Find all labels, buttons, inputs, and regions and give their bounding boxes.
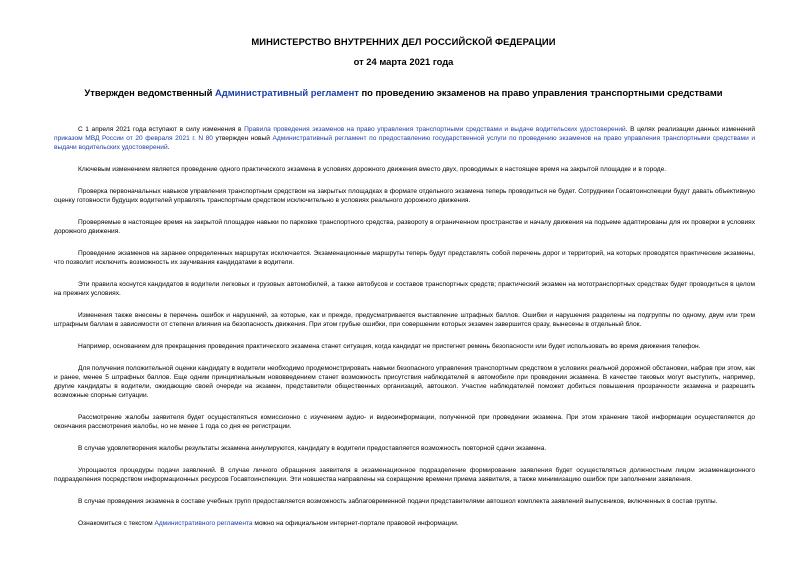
paragraph-14 bbox=[54, 519, 755, 528]
paragraph-1-text-b: . В целях реализации данных изменений bbox=[625, 126, 756, 133]
paragraph-4: Проверяемые в настоящее время на закрытой площадке навыки по парковке транспортного средства, развороту в ограниченном пространстве и началу движения на подъеме адаптированы для их проверки в условиях дорожного движения. bbox=[54, 219, 755, 236]
paragraph-3: Проверка первоначальных навыков управления транспортным средством на закрытых площадках в формате отдельного экзамена теперь проводиться не будет. Сотрудники Госавтоинспекции будут давать объективную оценку готовности будущих водителей управлять транспортным средством исключительно в условиях реального дорожного движения. bbox=[54, 188, 755, 205]
document-date: от 24 марта 2021 года bbox=[353, 56, 454, 67]
org-title: МИНИСТЕРСТВО ВНУТРЕННИХ ДЕЛ РОССИЙСКОЙ ФЕДЕРАЦИИ bbox=[251, 36, 556, 47]
headline-pre: Утвержден ведомственный bbox=[84, 87, 215, 98]
paragraph-1-text-a: С 1 апреля 2021 года вступают в силу изменения в bbox=[78, 126, 245, 133]
paragraph-9: Для получения положительной оценки кандидату в водители необходимо продемонстрировать навыки безопасного управления транспортным средством в условиях реальной дорожной обстановки, набрав при этом, как и ранее, менее 5 штрафных баллов. Еще одним принципиальным нововведением станет возможность присутствия наблюдателей в автомобиле при проведении экзамена. В качестве таковых могут выступить, например, другие кандидаты в водители, ожидающие своей очереди на экзамен, представители общественных организаций, автошкол. Участие наблюдателей поможет добиться повышения прозрачности экзамена и разрешить возможные спорные ситуации. bbox=[54, 364, 755, 400]
paragraph-6: Эти правила коснутся кандидатов в водители легковых и грузовых автомобилей, а также автобусов и составов транспортных средств; практический экзамен на мототранспортных средствах будет проводиться в целом на прежних условиях. bbox=[54, 281, 755, 298]
headline-regulation-link[interactable]: Административный регламент bbox=[214, 87, 359, 98]
paragraph-5: Проведение экзаменов на заранее определенных маршрутах исключается. Экзаменационные маршруты теперь будут представлять собой перечень дорог и территорий, на которых проводятся практические экзамены, что позволит исключить возможность их заучивания кандидатами в водители. bbox=[54, 250, 755, 267]
paragraph-1-text-c: утвержден новый bbox=[212, 135, 273, 143]
headline-post: по проведению экзаменов на право управления транспортными средствами bbox=[358, 87, 723, 98]
paragraph-10: Рассмотрение жалобы заявителя будет осуществляться комиссионно с изучением аудио- и видеоинформации, полученной при проведении экзамена. При этом хранение такой информации осуществляется до окончания рассмотрения жалобы, но не менее 1 года со дня ее регистрации. bbox=[54, 414, 755, 431]
paragraph-13: В случае проведения экзамена в составе учебных групп предоставляется возможность заблаговременной подачи представителями автошкол комплекта заявлений выпускников, включенных в состав группы. bbox=[78, 498, 718, 505]
paragraph-14-text-b: можно на официальном интернет-портале правовой информации. bbox=[252, 519, 459, 527]
rules-link[interactable]: Правила проведения экзаменов на право управления транспортными средствами и выдаче водительских удостоверений bbox=[244, 126, 626, 133]
paragraph-14-text-a: Ознакомиться с текстом bbox=[78, 519, 155, 527]
regulation-link[interactable]: Административный регламент по предоставлению государственной услуги по проведению экзаменов на право управления транспортными средствами и выдачи водительских удостоверений bbox=[54, 135, 755, 152]
headline bbox=[0, 87, 807, 98]
regulation-text-link[interactable]: Административного регламента bbox=[154, 519, 253, 527]
paragraph-2: Ключевым изменением является проведение одного практического экзамена в условиях дорожного движения вместо двух, проводимых в настоящее время на закрытой площадке и в городе. bbox=[78, 166, 667, 174]
paragraph-8: Например, основанием для прекращения проведения практического экзамена станет ситуация, когда кандидат не пристегнет ремень безопасности или будет использовать во время движения телефон. bbox=[78, 343, 701, 350]
article-body bbox=[54, 125, 755, 541]
paragraph-1 bbox=[54, 125, 755, 153]
paragraph-11: В случае удовлетворения жалобы результаты экзамена аннулируются, кандидату в водители предоставляется возможность повторной сдачи экзамена. bbox=[78, 445, 547, 453]
paragraph-12: Упрощаются процедуры подачи заявлений. В случае личного обращения заявителя в экзаменационное подразделение формирование заявления будет осуществляться должностным лицом экзаменационного подразделения посредством информационных ресурсов Госавтоинспекции. Эти новшества направлены на сокращение времени приема заявителя, а также минимизацию ошибок при заполнении заявления. bbox=[54, 467, 755, 484]
order-link[interactable]: приказом МВД России от 20 февраля 2021 г. N 80 bbox=[54, 135, 213, 143]
paragraph-1-text-d: . bbox=[167, 144, 170, 152]
paragraph-7: Изменения также внесены в перечень ошибок и нарушений, за которые, как и прежде, предусматривается выставление штрафных баллов. Ошибки и нарушения разделены на подгруппы по одному, двум или трем штрафным баллам в зависимости от степени влияния на безопасность движения. При этом грубые ошибки, при совершении которых экзамен завершится сразу, вынесены в отдельный блок. bbox=[54, 312, 755, 329]
